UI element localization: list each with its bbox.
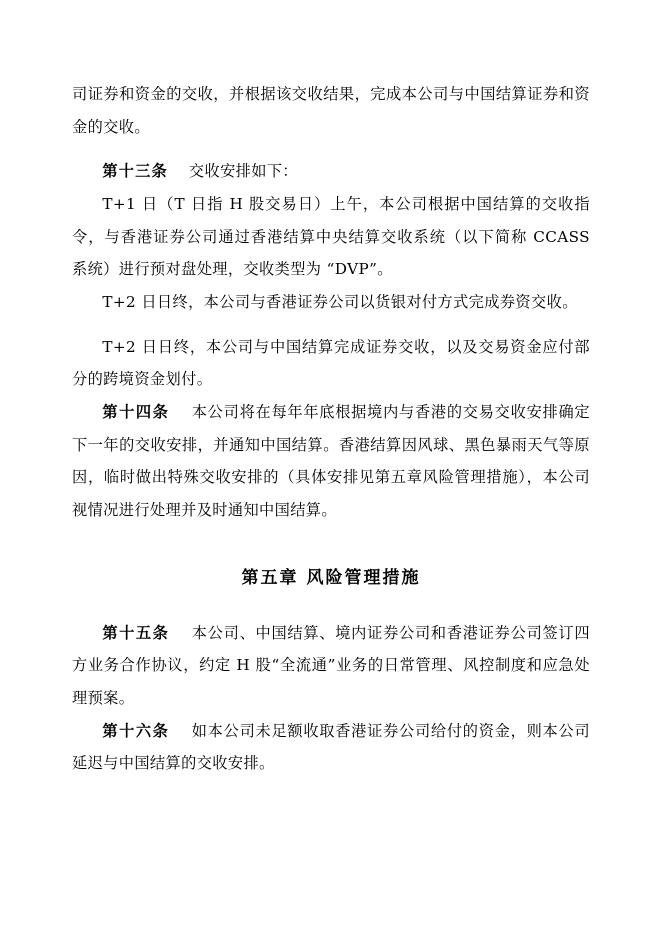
spacer <box>72 527 590 561</box>
paragraph-continued <box>72 78 590 143</box>
paragraph-text: 本公司将在每年年底根据境内与香港的交易交收安排确定下一年的交收安排，并通知中国结算。香港结算因风球、黑色暴雨天气等原因，临时做出特殊交收安排的（具体安排见第五章风险管理措施），本公司视情况进行处理并及时通知中国结算。 <box>72 403 590 520</box>
paragraph-text: T+2 日日终，本公司与香港证券公司以货银对付方式完成券资交收。 <box>102 293 578 312</box>
paragraph-13-2 <box>72 286 590 319</box>
paragraph-text: T+1 日（T 日指 H 股交易日）上午，本公司根据中国结算的交收指令，与香港证券公司通过香港结算中央结算交收系统（以下简称 CCASS 系统）进行预对盘处理，交收类型为 “DVP”。 <box>72 195 590 279</box>
article-label: 第十六条 <box>102 721 170 740</box>
paragraph-13-1 <box>72 188 590 286</box>
paragraph-text: 如本公司未足额收取香港证券公司给付的资金，则本公司延迟与中国结算的交收安排。 <box>72 721 590 773</box>
article-label: 第十五条 <box>102 623 170 642</box>
paragraph-article-16 <box>72 715 590 780</box>
paragraph-text: 交收安排如下： <box>188 162 299 181</box>
paragraph-13-3 <box>72 331 590 396</box>
spacer <box>72 143 590 155</box>
article-label: 第十三条 <box>102 162 168 181</box>
spacer <box>72 595 590 617</box>
paragraph-text: T+2 日日终，本公司与中国结算完成证券交收，以及交易资金应付部分的跨境资金划付。 <box>72 337 590 389</box>
paragraph-article-13 <box>72 155 590 188</box>
document-body <box>72 78 590 780</box>
article-label: 第十四条 <box>102 403 170 422</box>
paragraph-article-14 <box>72 396 590 527</box>
paragraph-text: 司证券和资金的交收，并根据该交收结果，完成本公司与中国结算证券和资金的交收。 <box>72 85 590 136</box>
spacer <box>72 319 590 331</box>
paragraph-text: 本公司、中国结算、境内证券公司和香港证券公司签订四方业务合作协议，约定 H 股“全流通”业务的日常管理、风控制度和应急处理预案。 <box>72 623 590 708</box>
chapter-heading: 第五章 风险管理措施 <box>241 567 421 588</box>
paragraph-article-15 <box>72 617 590 715</box>
